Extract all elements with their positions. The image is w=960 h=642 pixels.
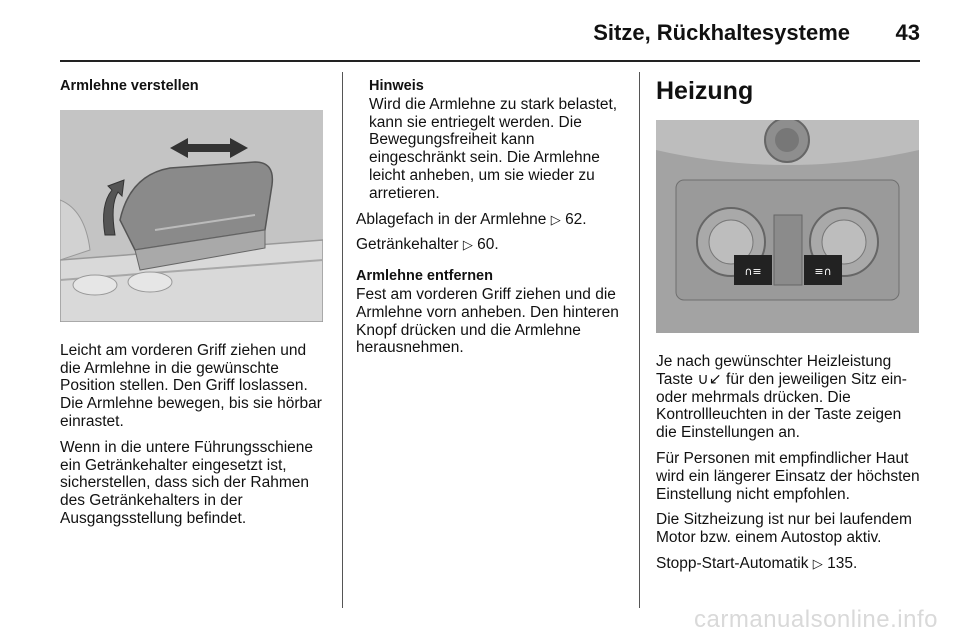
climate-panel-drawing [656, 120, 919, 333]
column-1 [60, 78, 325, 536]
subheading-armlehne-entfernen: Armlehne entfernen [356, 268, 493, 285]
reference-stopp-start [656, 555, 922, 573]
page-header-title: Sitze, Rückhaltesysteme [593, 20, 850, 45]
seat-heating-icon: ∪↙ [697, 370, 722, 388]
reference-getraenkehalter-label: Getränkehalter [356, 236, 459, 254]
reference-stopp-start-page[interactable]: 135. [827, 554, 858, 572]
watermark-text: carmanualsonline.info [694, 606, 938, 633]
note-title: Hinweis [369, 78, 424, 94]
heating-controls-illustration [656, 120, 919, 333]
page-reference-icon: ▷ [812, 555, 823, 571]
header-divider [60, 60, 920, 62]
reference-ablagefach [356, 211, 624, 229]
column-3 [656, 76, 922, 581]
column-2 [356, 78, 624, 365]
armrest-drawing [60, 110, 323, 322]
section-heading-heizung: Heizung [656, 77, 754, 105]
paragraph-armlehne-remove: Fest am vorderen Griff ziehen und die Armlehne vorn anheben. Den hinteren Knopf drücken und die Armlehne herausnehmen. [356, 285, 619, 357]
paragraph-getraenkehalter: Wenn in die untere Führungsschiene ein Getränkehalter eingesetzt ist, sicherstellen, dass sich der Rahmen des Getränkehalters in der Ausgangsstellung befindet. [60, 438, 314, 527]
paragraph-heizleistung-end: für den jeweiligen Sitz ein- oder mehrmals drücken. Die Kontrollleuchten in der Taste zeigen die Einstellungen an. [656, 370, 907, 442]
page-reference-icon: ▷ [550, 211, 561, 227]
paragraph-empfindliche-haut: Für Personen mit empfindlicher Haut wird ein längerer Einsatz der höchsten Einstellung nicht empfohlen. [656, 449, 920, 503]
svg-text:∩≡: ∩≡ [744, 265, 762, 278]
page-number: 43 [895, 20, 920, 45]
subheading-armlehne-verstellen: Armlehne verstellen [60, 78, 199, 94]
reference-ablagefach-page[interactable]: 62. [565, 210, 587, 228]
reference-getraenkehalter [356, 236, 624, 254]
paragraph-armlehne-adjust: Leicht am vorderen Griff ziehen und die Armlehne in die gewünschte Position stellen. Den Griff loslassen. Die Armlehne bewegen, bis sie hörbar einrastet. [60, 341, 322, 430]
armrest-illustration [60, 110, 323, 322]
paragraph-heizleistung-start: Je nach gewünschter Heizleistung Taste [656, 353, 892, 388]
page-reference-icon: ▷ [462, 237, 473, 253]
reference-stopp-start-label: Stopp-Start-Automatik [656, 554, 809, 572]
reference-getraenkehalter-page[interactable]: 60. [477, 236, 499, 254]
column-divider-2 [639, 72, 640, 608]
paragraph-laufender-motor: Die Sitzheizung ist nur bei laufendem Motor bzw. einem Autostop aktiv. [656, 511, 912, 547]
column-divider-1 [342, 72, 343, 608]
svg-text:≡∩: ≡∩ [814, 265, 832, 278]
note-text: Wird die Armlehne zu stark belastet, kann sie entriegelt werden. Die Bewegungsfreiheit kann eingeschränkt sein. Die Armlehne leicht anheben, um sie wieder zu arretieren. [369, 95, 618, 202]
reference-ablagefach-label: Ablagefach in der Armlehne [356, 210, 547, 228]
note-box [356, 78, 624, 203]
paragraph-heizleistung [656, 353, 922, 442]
